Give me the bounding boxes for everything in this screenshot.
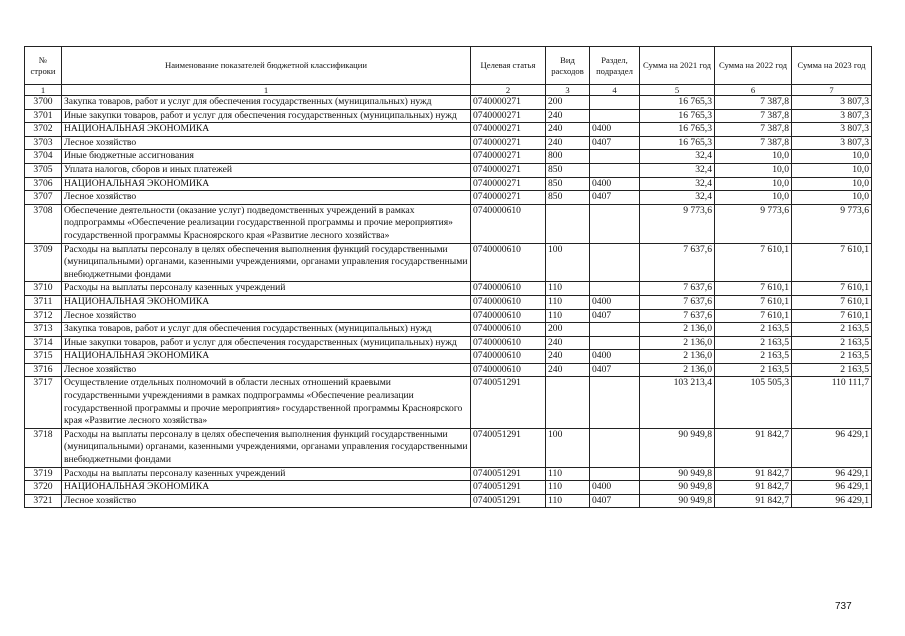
- section-code-cell: [590, 323, 640, 337]
- header-expense-type: Вид расходов: [546, 47, 590, 85]
- table-row: [25, 363, 872, 377]
- column-number: 1: [25, 85, 62, 96]
- expense-type-cell: 240: [546, 350, 590, 364]
- sum-2023-cell: 2 163,5: [792, 363, 872, 377]
- row-number-cell: 3711: [25, 295, 62, 309]
- sum-2021-cell: 90 949,8: [640, 494, 715, 508]
- table-row: [25, 282, 872, 296]
- expense-type-cell: 110: [546, 282, 590, 296]
- sum-2021-cell: 2 136,0: [640, 363, 715, 377]
- column-number-row: [25, 85, 872, 96]
- sum-2021-cell: 16 765,3: [640, 123, 715, 137]
- sum-2023-cell: 7 610,1: [792, 295, 872, 309]
- indicator-name-cell: Лесное хозяйство: [62, 363, 471, 377]
- sum-2022-cell: 2 163,5: [715, 336, 792, 350]
- header-section: Раздел, подраздел: [590, 47, 640, 85]
- indicator-name-cell: Осуществление отдельных полномочий в области лесных отношений краевыми государственными учреждениями в рамках подпрограммы «Обеспечение реализации государственной программы и прочие мероприятия» государственной программы Красноярского края «Развитие лесного хозяйства»: [62, 377, 471, 428]
- table-row: [25, 323, 872, 337]
- section-code-cell: [590, 243, 640, 282]
- table-row: [25, 163, 872, 177]
- target-article-cell: 0740000610: [471, 350, 546, 364]
- sum-2022-cell: 10,0: [715, 177, 792, 191]
- header-row-number: № строки: [25, 47, 62, 85]
- section-code-cell: 0407: [590, 363, 640, 377]
- row-number-cell: 3721: [25, 494, 62, 508]
- expense-type-cell: 110: [546, 295, 590, 309]
- sum-2022-cell: 91 842,7: [715, 494, 792, 508]
- table-row: [25, 377, 872, 428]
- sum-2023-cell: 10,0: [792, 163, 872, 177]
- table-row: [25, 467, 872, 481]
- indicator-name-cell: Уплата налогов, сборов и иных платежей: [62, 163, 471, 177]
- sum-2023-cell: 7 610,1: [792, 309, 872, 323]
- sum-2021-cell: 2 136,0: [640, 350, 715, 364]
- table-row: [25, 177, 872, 191]
- sum-2021-cell: 2 136,0: [640, 336, 715, 350]
- expense-type-cell: 110: [546, 309, 590, 323]
- sum-2023-cell: 7 610,1: [792, 282, 872, 296]
- sum-2021-cell: 90 949,8: [640, 428, 715, 467]
- sum-2022-cell: 10,0: [715, 163, 792, 177]
- indicator-name-cell: Лесное хозяйство: [62, 309, 471, 323]
- row-number-cell: 3713: [25, 323, 62, 337]
- target-article-cell: 0740000271: [471, 163, 546, 177]
- indicator-name-cell: НАЦИОНАЛЬНАЯ ЭКОНОМИКА: [62, 123, 471, 137]
- section-code-cell: [590, 428, 640, 467]
- indicator-name-cell: Иные закупки товаров, работ и услуг для обеспечения государственных (муниципальных) нужд: [62, 336, 471, 350]
- row-number-cell: 3700: [25, 96, 62, 110]
- row-number-cell: 3712: [25, 309, 62, 323]
- target-article-cell: 0740000271: [471, 123, 546, 137]
- sum-2021-cell: 103 213,4: [640, 377, 715, 428]
- expense-type-cell: 240: [546, 336, 590, 350]
- table-body: [25, 96, 872, 508]
- section-code-cell: 0407: [590, 191, 640, 205]
- column-number: 7: [792, 85, 872, 96]
- target-article-cell: 0740000271: [471, 96, 546, 110]
- expense-type-cell: 110: [546, 494, 590, 508]
- expense-type-cell: 240: [546, 136, 590, 150]
- indicator-name-cell: НАЦИОНАЛЬНАЯ ЭКОНОМИКА: [62, 350, 471, 364]
- row-number-cell: 3720: [25, 481, 62, 495]
- sum-2022-cell: 7 610,1: [715, 295, 792, 309]
- indicator-name-cell: Лесное хозяйство: [62, 191, 471, 205]
- indicator-name-cell: НАЦИОНАЛЬНАЯ ЭКОНОМИКА: [62, 295, 471, 309]
- header-sum-2023: Сумма на 2023 год: [792, 47, 872, 85]
- sum-2021-cell: 7 637,6: [640, 243, 715, 282]
- sum-2022-cell: 9 773,6: [715, 204, 792, 243]
- table-row: [25, 350, 872, 364]
- row-number-cell: 3717: [25, 377, 62, 428]
- sum-2023-cell: 2 163,5: [792, 323, 872, 337]
- sum-2022-cell: 10,0: [715, 150, 792, 164]
- header-sum-2021: Сумма на 2021 год: [640, 47, 715, 85]
- row-number-cell: 3705: [25, 163, 62, 177]
- sum-2023-cell: 2 163,5: [792, 336, 872, 350]
- section-code-cell: [590, 377, 640, 428]
- section-code-cell: 0407: [590, 136, 640, 150]
- section-code-cell: [590, 109, 640, 123]
- sum-2023-cell: 2 163,5: [792, 350, 872, 364]
- row-number-cell: 3710: [25, 282, 62, 296]
- indicator-name-cell: НАЦИОНАЛЬНАЯ ЭКОНОМИКА: [62, 177, 471, 191]
- section-code-cell: [590, 336, 640, 350]
- sum-2023-cell: 10,0: [792, 150, 872, 164]
- sum-2022-cell: 91 842,7: [715, 467, 792, 481]
- expense-type-cell: [546, 204, 590, 243]
- indicator-name-cell: Лесное хозяйство: [62, 136, 471, 150]
- expense-type-cell: 240: [546, 123, 590, 137]
- column-number: 1: [62, 85, 471, 96]
- target-article-cell: 0740000610: [471, 282, 546, 296]
- column-number: 2: [471, 85, 546, 96]
- expense-type-cell: 240: [546, 109, 590, 123]
- sum-2021-cell: 9 773,6: [640, 204, 715, 243]
- row-number-cell: 3708: [25, 204, 62, 243]
- sum-2021-cell: 32,4: [640, 163, 715, 177]
- table-row: [25, 123, 872, 137]
- table-row: [25, 295, 872, 309]
- row-number-cell: 3709: [25, 243, 62, 282]
- sum-2022-cell: 7 610,1: [715, 243, 792, 282]
- section-code-cell: 0400: [590, 481, 640, 495]
- section-code-cell: 0400: [590, 177, 640, 191]
- table-row: [25, 150, 872, 164]
- row-number-cell: 3714: [25, 336, 62, 350]
- sum-2023-cell: 96 429,1: [792, 428, 872, 467]
- table-row: [25, 204, 872, 243]
- sum-2022-cell: 7 387,8: [715, 109, 792, 123]
- sum-2021-cell: 16 765,3: [640, 109, 715, 123]
- sum-2021-cell: 2 136,0: [640, 323, 715, 337]
- row-number-cell: 3706: [25, 177, 62, 191]
- expense-type-cell: 100: [546, 428, 590, 467]
- sum-2022-cell: 91 842,7: [715, 428, 792, 467]
- column-number: 5: [640, 85, 715, 96]
- sum-2023-cell: 96 429,1: [792, 481, 872, 495]
- indicator-name-cell: Закупка товаров, работ и услуг для обеспечения государственных (муниципальных) нужд: [62, 96, 471, 110]
- section-code-cell: [590, 204, 640, 243]
- sum-2022-cell: 2 163,5: [715, 363, 792, 377]
- sum-2021-cell: 16 765,3: [640, 96, 715, 110]
- indicator-name-cell: Расходы на выплаты персоналу казенных учреждений: [62, 282, 471, 296]
- table-row: [25, 136, 872, 150]
- target-article-cell: 0740000610: [471, 243, 546, 282]
- expense-type-cell: 240: [546, 363, 590, 377]
- sum-2021-cell: 32,4: [640, 150, 715, 164]
- table-row: [25, 428, 872, 467]
- sum-2021-cell: 90 949,8: [640, 467, 715, 481]
- column-number: 3: [546, 85, 590, 96]
- sum-2023-cell: 96 429,1: [792, 494, 872, 508]
- table-row: [25, 109, 872, 123]
- target-article-cell: 0740000271: [471, 191, 546, 205]
- page-number: 737: [835, 601, 852, 612]
- section-code-cell: [590, 282, 640, 296]
- sum-2022-cell: 7 610,1: [715, 309, 792, 323]
- sum-2021-cell: 32,4: [640, 191, 715, 205]
- sum-2023-cell: 9 773,6: [792, 204, 872, 243]
- sum-2021-cell: 7 637,6: [640, 309, 715, 323]
- table-row: [25, 243, 872, 282]
- header-indicator-name: Наименование показателей бюджетной классификации: [62, 47, 471, 85]
- sum-2022-cell: 7 387,8: [715, 96, 792, 110]
- target-article-cell: 0740000610: [471, 309, 546, 323]
- expense-type-cell: 200: [546, 96, 590, 110]
- target-article-cell: 0740000610: [471, 363, 546, 377]
- expense-type-cell: 850: [546, 191, 590, 205]
- row-number-cell: 3715: [25, 350, 62, 364]
- indicator-name-cell: Расходы на выплаты персоналу казенных учреждений: [62, 467, 471, 481]
- indicator-name-cell: Расходы на выплаты персоналу в целях обеспечения выполнения функций государственными (муниципальными) органами, казенными учреждениями, органами управления государственными внебюджетными фондами: [62, 243, 471, 282]
- target-article-cell: 0740000610: [471, 295, 546, 309]
- sum-2022-cell: 7 387,8: [715, 136, 792, 150]
- table-row: [25, 481, 872, 495]
- indicator-name-cell: Иные бюджетные ассигнования: [62, 150, 471, 164]
- column-number: 6: [715, 85, 792, 96]
- row-number-cell: 3701: [25, 109, 62, 123]
- expense-type-cell: 800: [546, 150, 590, 164]
- target-article-cell: 0740000271: [471, 109, 546, 123]
- row-number-cell: 3702: [25, 123, 62, 137]
- target-article-cell: 0740051291: [471, 481, 546, 495]
- row-number-cell: 3703: [25, 136, 62, 150]
- indicator-name-cell: Расходы на выплаты персоналу в целях обеспечения выполнения функций государственными (муниципальными) органами, казенными учреждениями, органами управления государственными внебюджетными фондами: [62, 428, 471, 467]
- sum-2022-cell: 7 610,1: [715, 282, 792, 296]
- sum-2021-cell: 16 765,3: [640, 136, 715, 150]
- sum-2023-cell: 96 429,1: [792, 467, 872, 481]
- sum-2022-cell: 2 163,5: [715, 323, 792, 337]
- sum-2021-cell: 7 637,6: [640, 282, 715, 296]
- section-code-cell: [590, 467, 640, 481]
- indicator-name-cell: Закупка товаров, работ и услуг для обеспечения государственных (муниципальных) нужд: [62, 323, 471, 337]
- section-code-cell: [590, 150, 640, 164]
- indicator-name-cell: Лесное хозяйство: [62, 494, 471, 508]
- sum-2022-cell: 7 387,8: [715, 123, 792, 137]
- expense-type-cell: 100: [546, 243, 590, 282]
- expense-type-cell: 850: [546, 177, 590, 191]
- table-row: [25, 309, 872, 323]
- target-article-cell: 0740000610: [471, 336, 546, 350]
- header-target-article: Целевая статья: [471, 47, 546, 85]
- sum-2021-cell: 32,4: [640, 177, 715, 191]
- indicator-name-cell: НАЦИОНАЛЬНАЯ ЭКОНОМИКА: [62, 481, 471, 495]
- header-row: [25, 47, 872, 85]
- section-code-cell: [590, 163, 640, 177]
- sum-2023-cell: 3 807,3: [792, 123, 872, 137]
- target-article-cell: 0740051291: [471, 494, 546, 508]
- row-number-cell: 3704: [25, 150, 62, 164]
- row-number-cell: 3707: [25, 191, 62, 205]
- target-article-cell: 0740000610: [471, 204, 546, 243]
- section-code-cell: 0407: [590, 494, 640, 508]
- sum-2021-cell: 90 949,8: [640, 481, 715, 495]
- row-number-cell: 3718: [25, 428, 62, 467]
- target-article-cell: 0740000271: [471, 136, 546, 150]
- section-code-cell: 0400: [590, 295, 640, 309]
- sum-2022-cell: 2 163,5: [715, 350, 792, 364]
- expense-type-cell: 850: [546, 163, 590, 177]
- target-article-cell: 0740000271: [471, 150, 546, 164]
- column-number: 4: [590, 85, 640, 96]
- expense-type-cell: 200: [546, 323, 590, 337]
- section-code-cell: [590, 96, 640, 110]
- row-number-cell: 3719: [25, 467, 62, 481]
- sum-2023-cell: 3 807,3: [792, 96, 872, 110]
- indicator-name-cell: Обеспечение деятельности (оказание услуг) подведомственных учреждений в рамках подпрограммы «Обеспечение реализации государственной программы и прочие мероприятия» государственной программы Красноярского края «Развитие лесного хозяйства»: [62, 204, 471, 243]
- sum-2022-cell: 91 842,7: [715, 481, 792, 495]
- sum-2023-cell: 3 807,3: [792, 109, 872, 123]
- budget-table: [24, 46, 872, 508]
- row-number-cell: 3716: [25, 363, 62, 377]
- sum-2023-cell: 3 807,3: [792, 136, 872, 150]
- table-row: [25, 96, 872, 110]
- table-row: [25, 336, 872, 350]
- target-article-cell: 0740051291: [471, 428, 546, 467]
- indicator-name-cell: Иные закупки товаров, работ и услуг для обеспечения государственных (муниципальных) нужд: [62, 109, 471, 123]
- section-code-cell: 0400: [590, 350, 640, 364]
- expense-type-cell: 110: [546, 481, 590, 495]
- sum-2023-cell: 10,0: [792, 191, 872, 205]
- sum-2023-cell: 7 610,1: [792, 243, 872, 282]
- table-row: [25, 494, 872, 508]
- section-code-cell: 0400: [590, 123, 640, 137]
- target-article-cell: 0740000271: [471, 177, 546, 191]
- header-sum-2022: Сумма на 2022 год: [715, 47, 792, 85]
- sum-2022-cell: 10,0: [715, 191, 792, 205]
- expense-type-cell: [546, 377, 590, 428]
- table-row: [25, 191, 872, 205]
- target-article-cell: 0740051291: [471, 377, 546, 428]
- sum-2023-cell: 10,0: [792, 177, 872, 191]
- sum-2021-cell: 7 637,6: [640, 295, 715, 309]
- target-article-cell: 0740000610: [471, 323, 546, 337]
- sum-2022-cell: 105 505,3: [715, 377, 792, 428]
- section-code-cell: 0407: [590, 309, 640, 323]
- expense-type-cell: 110: [546, 467, 590, 481]
- target-article-cell: 0740051291: [471, 467, 546, 481]
- budget-table-container: [24, 46, 872, 508]
- sum-2023-cell: 110 111,7: [792, 377, 872, 428]
